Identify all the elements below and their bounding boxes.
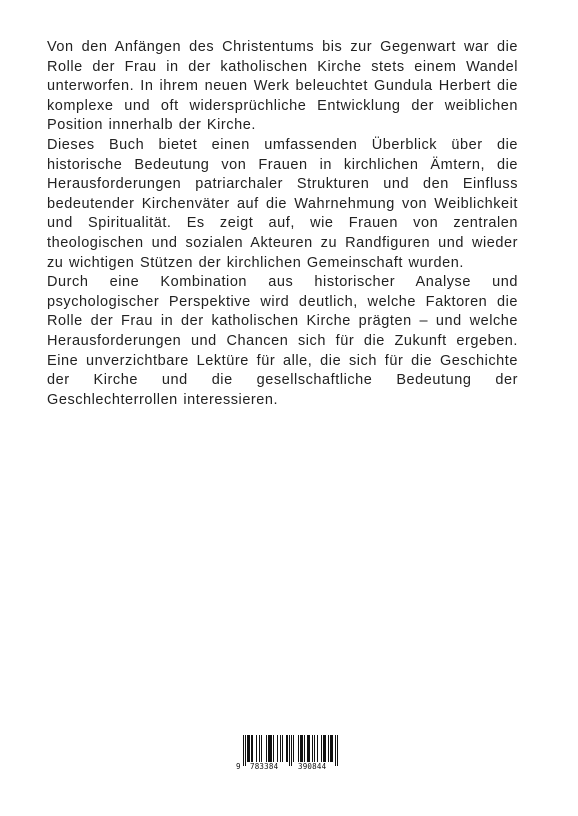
barcode-lead-digit: 9 bbox=[236, 762, 241, 771]
barcode-bar bbox=[301, 735, 302, 762]
barcode-bar bbox=[266, 735, 267, 762]
barcode-bar bbox=[280, 735, 281, 762]
blurb-paragraph-1: Von den Anfängen des Christentums bis zur Gegenwart war die Rolle der Frau in der katholischen Kirche stets einem Wandel unterworfen. In ihrem neuen Werk beleuchtet Gundula Herbert die komplexe und oft widersprüchliche Entwicklung der weiblichen Position innerhalb der Kirche. bbox=[47, 39, 518, 134]
barcode-bar bbox=[298, 735, 299, 762]
barcode-bar bbox=[277, 735, 278, 762]
barcode-bar bbox=[273, 735, 274, 762]
barcode-bar bbox=[247, 735, 248, 762]
barcode-bar bbox=[293, 735, 294, 762]
barcode-bar bbox=[304, 735, 305, 762]
barcode-bar bbox=[321, 735, 322, 762]
barcode-bar bbox=[282, 735, 283, 762]
barcode-bar bbox=[317, 735, 318, 762]
barcode-bar bbox=[330, 735, 331, 762]
barcode-bar bbox=[309, 735, 310, 762]
barcode-bar bbox=[335, 735, 336, 766]
barcode-bar bbox=[248, 735, 249, 762]
barcode-bar bbox=[302, 735, 303, 762]
barcode-bar bbox=[332, 735, 333, 762]
barcode-bar bbox=[291, 735, 292, 766]
barcode-left-digits: 783384 bbox=[250, 762, 279, 771]
barcode-bar bbox=[268, 735, 269, 762]
blurb-text bbox=[47, 38, 518, 410]
barcode-right-digits: 390844 bbox=[298, 762, 327, 771]
barcode-bar bbox=[269, 735, 270, 762]
barcode-bar bbox=[312, 735, 313, 762]
isbn-barcode bbox=[236, 735, 338, 771]
barcode-bar bbox=[300, 735, 301, 762]
barcode-bar bbox=[243, 735, 244, 766]
barcode-bar bbox=[252, 735, 253, 762]
barcode-bar bbox=[245, 735, 246, 766]
barcode-bar bbox=[287, 735, 288, 762]
barcode-bar bbox=[271, 735, 272, 762]
barcode-bar bbox=[324, 735, 325, 762]
barcode-bar bbox=[314, 735, 315, 762]
barcode-bar bbox=[307, 735, 308, 762]
barcode-bar bbox=[308, 735, 309, 762]
barcode-bar bbox=[325, 735, 326, 762]
barcode-bar bbox=[261, 735, 262, 762]
barcode-bar bbox=[337, 735, 338, 766]
barcode-bar bbox=[259, 735, 260, 762]
barcode-bar bbox=[286, 735, 287, 762]
barcode-bar bbox=[251, 735, 252, 762]
barcode-bar bbox=[289, 735, 290, 766]
barcode-bar bbox=[256, 735, 257, 762]
barcode-bar bbox=[328, 735, 329, 762]
blurb-paragraph-2: Dieses Buch bietet einen umfassenden Überblick über die historische Bedeutung von Frauen in kirchlichen Ämtern, die Herausforderungen patriarchaler Strukturen und den Einfluss bedeutender Kirchenväter auf die Wahrnehmung von Weiblichkeit und Spiritualität. Es zeigt auf, wie Frauen von zentralen theologischen und sozialen Akteuren zu Randfiguren und wieder zu wichtigen Stützen der kirchlichen Gemeinschaft wurden. bbox=[47, 136, 518, 271]
barcode-bar bbox=[270, 735, 271, 762]
barcode-bar bbox=[249, 735, 250, 762]
barcode-bar bbox=[331, 735, 332, 762]
barcode-bar bbox=[323, 735, 324, 762]
blurb-paragraph-3: Durch eine Kombination aus historischer Analyse und psychologischer Perspektive wird deutlich, welche Faktoren die Rolle der Frau in der katholischen Kirche prägten – und welche Herausforderungen und Chancen sich für die Zukunft ergeben. Eine unverzichtbare Lektüre für alle, die sich für die Geschichte der Kirche und die gesellschaftliche Bedeutung der Geschlechterrollen interessieren. bbox=[47, 274, 518, 408]
